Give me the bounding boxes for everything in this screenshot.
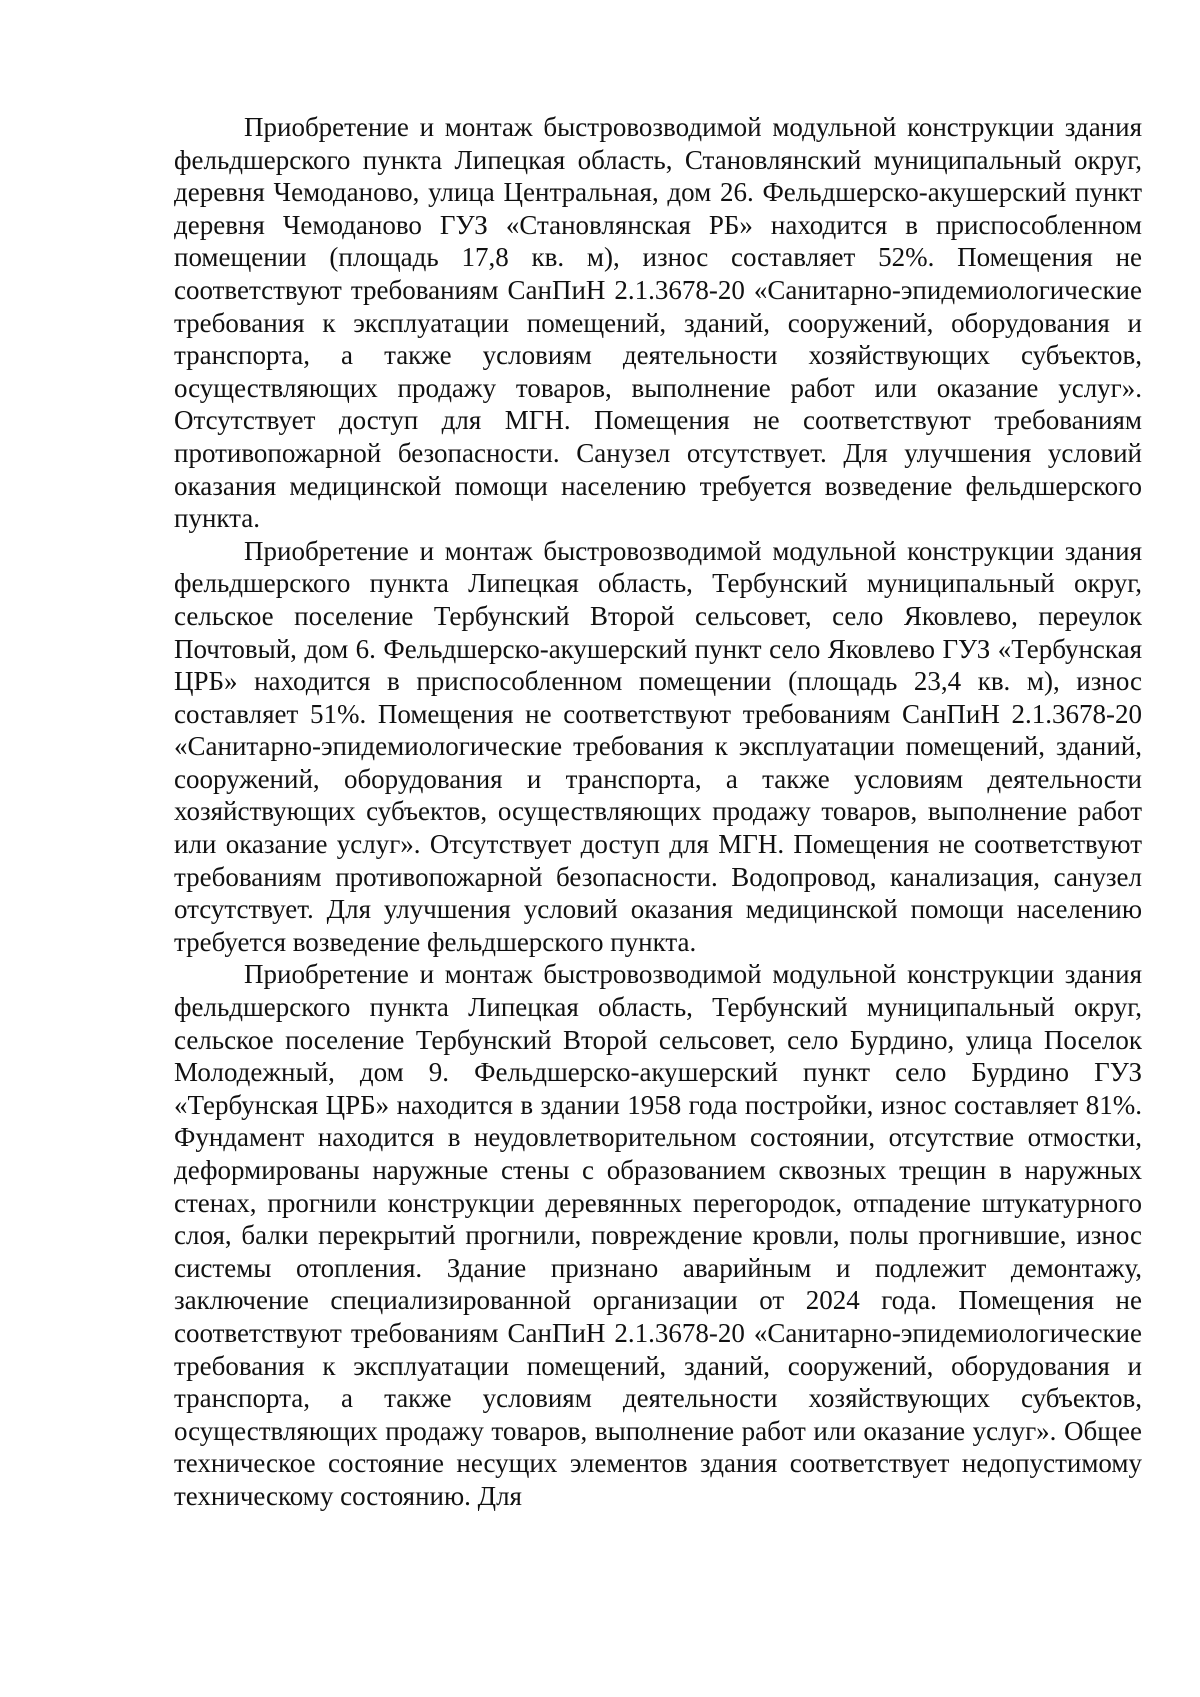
document-body — [174, 111, 1142, 1513]
paragraph-chemodanovo: Приобретение и монтаж быстровозводимой модульной конструкции здания фельдшерского пункта Липецкая область, Становлянский муниципальный округ, деревня Чемоданово, улица Центральная, дом 26. Фельдшерско-акушерский пункт деревня Чемоданово ГУЗ «Становлянская РБ» находится в приспособленном помещении (площадь 17,8 кв. м), износ составляет 52%. Помещения не соответствуют требованиям СанПиН 2.1.3678-20 «Санитарно-эпидемиологические требования к эксплуатации помещений, зданий, сооружений, оборудования и транспорта, а также условиям деятельности хозяйствующих субъектов, осуществляющих продажу товаров, выполнение работ или оказание услуг». Отсутствует доступ для МГН. Помещения не соответствуют требованиям противопожарной безопасности. Санузел отсутствует. Для улучшения условий оказания медицинской помощи населению требуется возведение фельдшерского пункта. — [174, 112, 1142, 534]
paragraph-burdino: Приобретение и монтаж быстровозводимой модульной конструкции здания фельдшерского пункта Липецкая область, Тербунский муниципальный округ, сельское поселение Тербунский Второй сельсовет, село Бурдино, улица Поселок Молодежный, дом 9. Фельдшерско-акушерский пункт село Бурдино ГУЗ «Тербунская ЦРБ» находится в здании 1958 года постройки, износ составляет 81%. Фундамент находится в неудовлетворительном состоянии, отсутствие отмостки, деформированы наружные стены с образованием сквозных трещин в наружных стенах, прогнили конструкции деревянных перегородок, отпадение штукатурного слоя, балки перекрытий прогнили, повреждение кровли, полы прогнившие, износ системы отопления. Здание признано аварийным и подлежит демонтажу, заключение специализированной организации от 2024 года. Помещения не соответствуют требованиям СанПиН 2.1.3678-20 «Санитарно-эпидемиологические требования к эксплуатации помещений, зданий, сооружений, оборудования и транспорта, а также условиям деятельности хозяйствующих субъектов, осуществляющих продажу товаров, выполнение работ или оказание услуг». Общее техническое состояние несущих элементов здания соответствует недопустимому техническому состоянию. Для — [174, 959, 1142, 1511]
paragraph-yakovlevo: Приобретение и монтаж быстровозводимой модульной конструкции здания фельдшерского пункта Липецкая область, Тербунский муниципальный округ, сельское поселение Тербунский Второй сельсовет, село Яковлево, переулок Почтовый, дом 6. Фельдшерско-акушерский пункт село Яковлево ГУЗ «Тербунская ЦРБ» находится в приспособленном помещении (площадь 23,4 кв. м), износ составляет 51%. Помещения не соответствуют требованиям СанПиН 2.1.3678-20 «Санитарно-эпидемиологические требования к эксплуатации помещений, зданий, сооружений, оборудования и транспорта, а также условиям деятельности хозяйствующих субъектов, осуществляющих продажу товаров, выполнение работ или оказание услуг». Отсутствует доступ для МГН. Помещения не соответствуют требованиям противопожарной безопасности. Водопровод, канализация, санузел отсутствует. Для улучшения условий оказания медицинской помощи населению требуется возведение фельдшерского пункта. — [174, 535, 1142, 957]
